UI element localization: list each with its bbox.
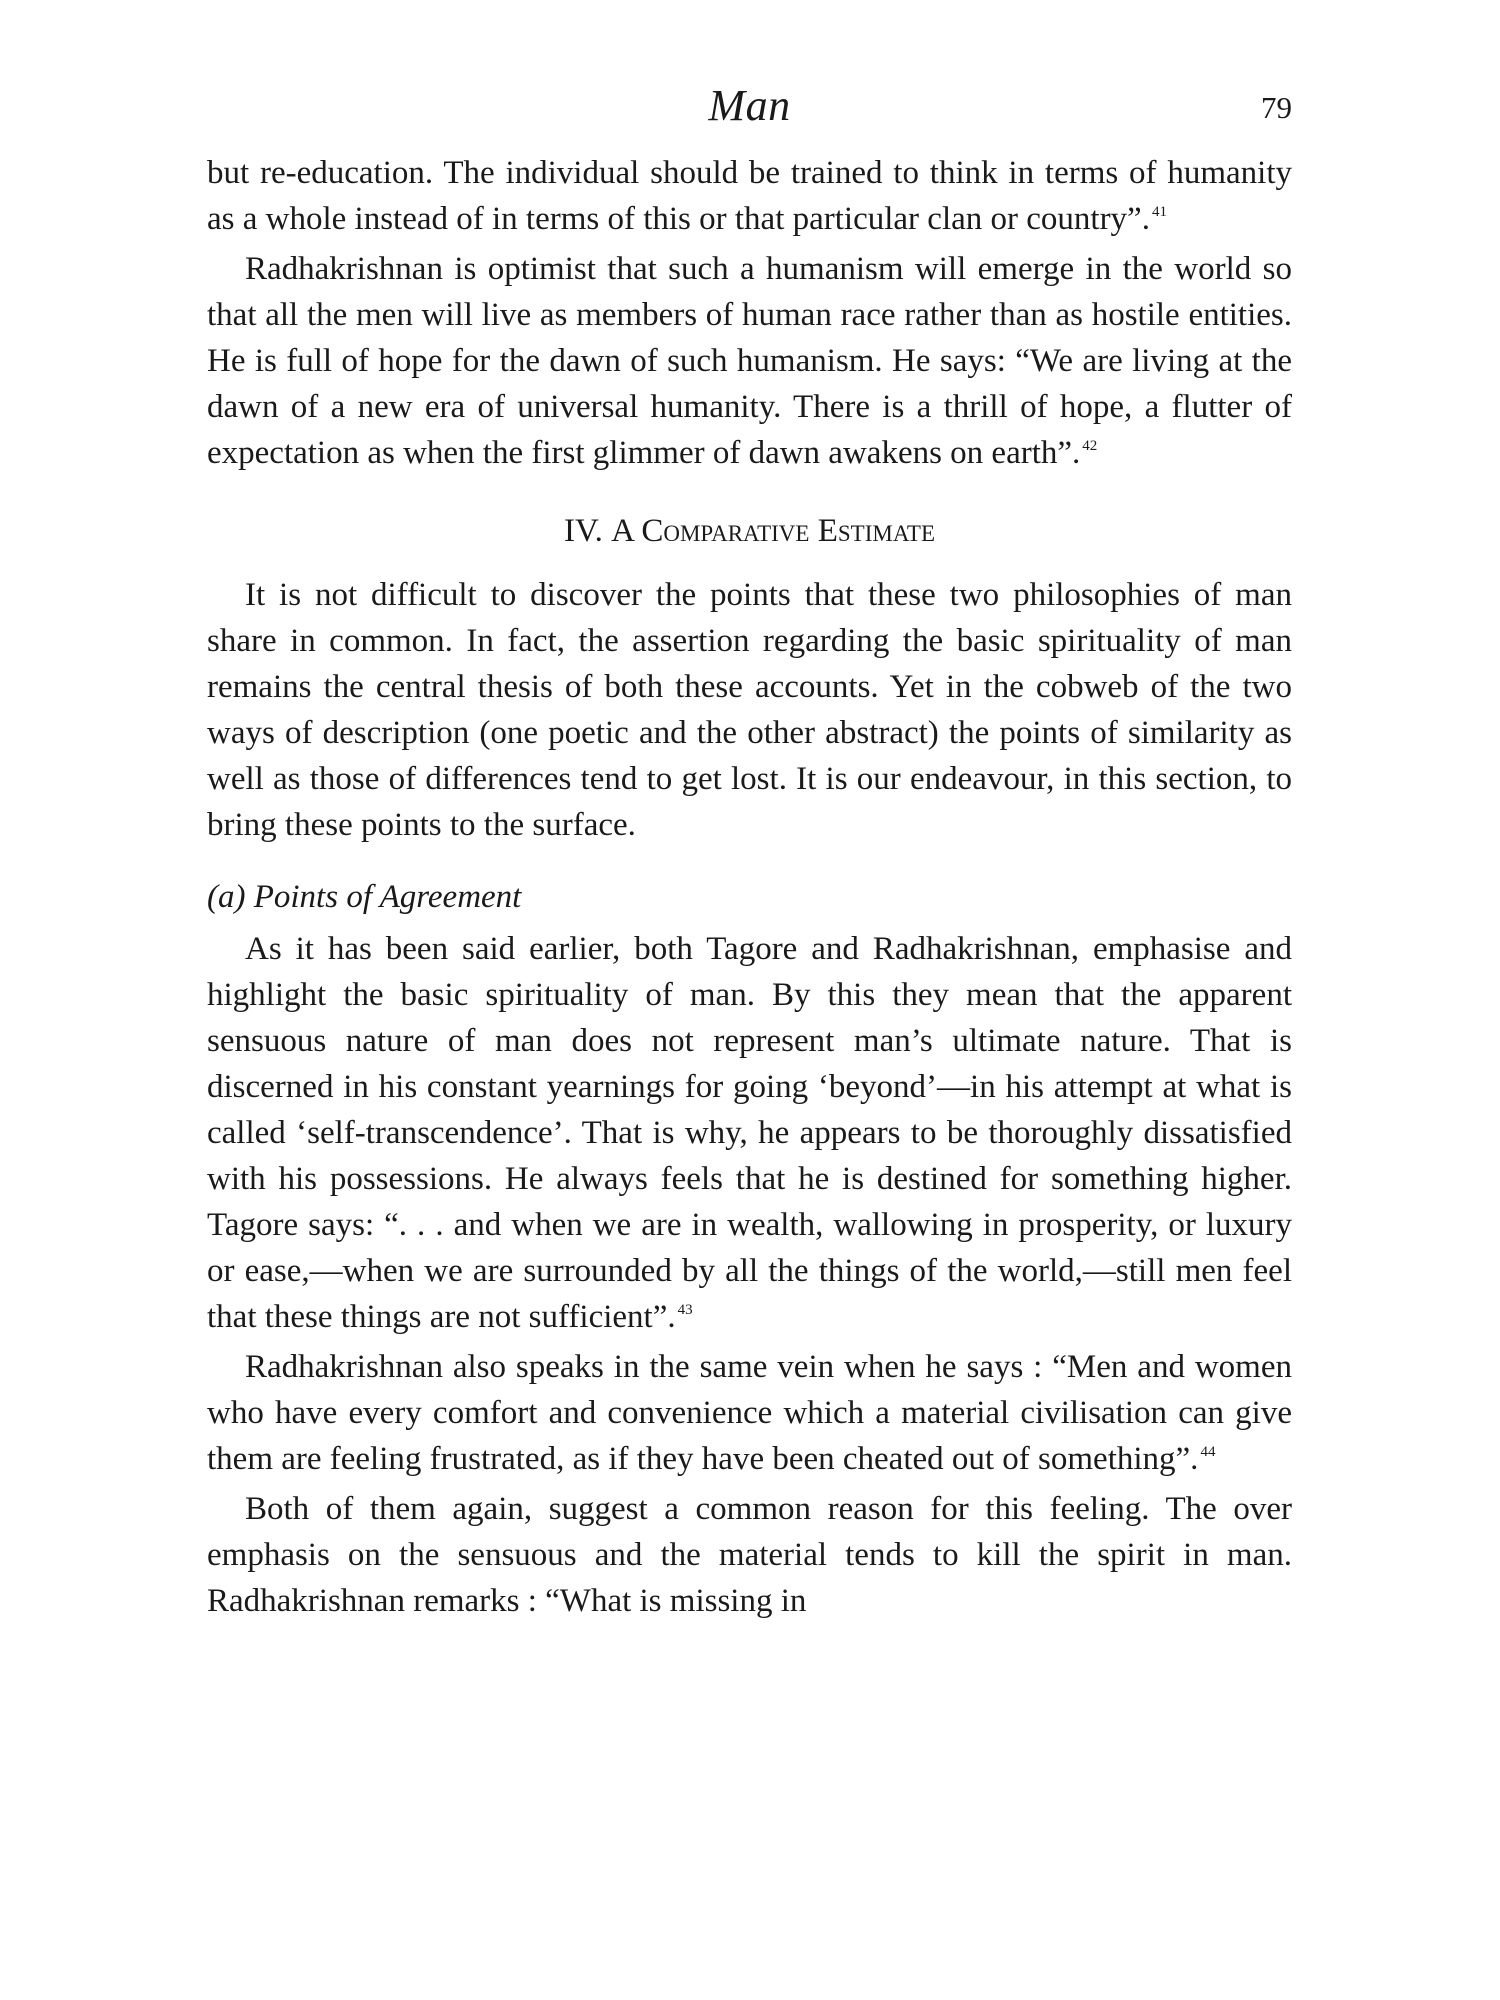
paragraph	[207, 1486, 1292, 1624]
paragraph-continued	[207, 150, 1292, 242]
footnote-marker: 41	[1151, 204, 1167, 220]
paragraph-text: It is not difficult to discover the points that these two philosophies of man share in common. In fact, the assertion regarding the basic spirituality of man remains the central thesis of both these accounts. Yet in the cobweb of the two ways of description (one poetic and the other abstract) the points of similarity as well as those of differences tend to get lost. It is our endeavour, in this section, to bring these points to the surface.	[207, 577, 1292, 843]
footnote-marker: 44	[1200, 1444, 1216, 1460]
running-title: Man	[708, 81, 791, 130]
section-number: IV.	[564, 513, 603, 549]
paragraph-text: Radhakrishnan is optimist that such a humanism will emerge in the world so that all the men will live as members of human race rather than as hostile entities. He is full of hope for the dawn of such humanism. He says: “We are living at the dawn of a new era of universal humanity. There is a thrill of hope, a flutter of expectation as when the first glimmer of dawn awakens on earth”.	[207, 251, 1292, 471]
book-page	[207, 80, 1292, 1624]
subsection-heading: (a) Points of Agreement	[207, 879, 522, 915]
paragraph-text: Radhakrishnan also speaks in the same vein when he says : “Men and women who have every comfort and convenience which a material civilisation can give them are feeling frustrated, as if they have been cheated out of something”.	[207, 1349, 1292, 1477]
paragraph	[207, 1344, 1292, 1482]
running-head	[207, 80, 1292, 150]
section-heading	[207, 508, 1292, 554]
footnote-marker: 43	[677, 1302, 693, 1318]
footnote-marker: 42	[1082, 438, 1098, 454]
paragraph	[207, 572, 1292, 848]
paragraph-text: but re-education. The individual should be trained to think in terms of humanity as a whole instead of in terms of this or that particular clan or country”.	[207, 155, 1292, 237]
paragraph	[207, 246, 1292, 476]
paragraph-text: Both of them again, suggest a common reason for this feeling. The over emphasis on the sensuous and the material tends to kill the spirit in man. Radhakrishnan remarks : “What is missing in	[207, 1491, 1292, 1619]
paragraph	[207, 926, 1292, 1340]
paragraph-text: As it has been said earlier, both Tagore and Radhakrishnan, emphasise and highlight the basic spirituality of man. By this they mean that the apparent sensuous nature of man does not represent man’s ultimate nature. That is discerned in his constant yearnings for going ‘beyond’—in his attempt at what is called ‘self-transcendence’. That is why, he appears to be thoroughly dissatisfied with his possessions. He always feels that he is destined for something higher. Tagore says: “. . . and when we are in wealth, wallowing in prosperity, or luxury or ease,—when we are surrounded by all the things of the world,—still men feel that these things are not sufficient”.	[207, 931, 1292, 1335]
page-number: 79	[1261, 90, 1292, 125]
section-title: A Comparative Estimate	[611, 513, 935, 549]
